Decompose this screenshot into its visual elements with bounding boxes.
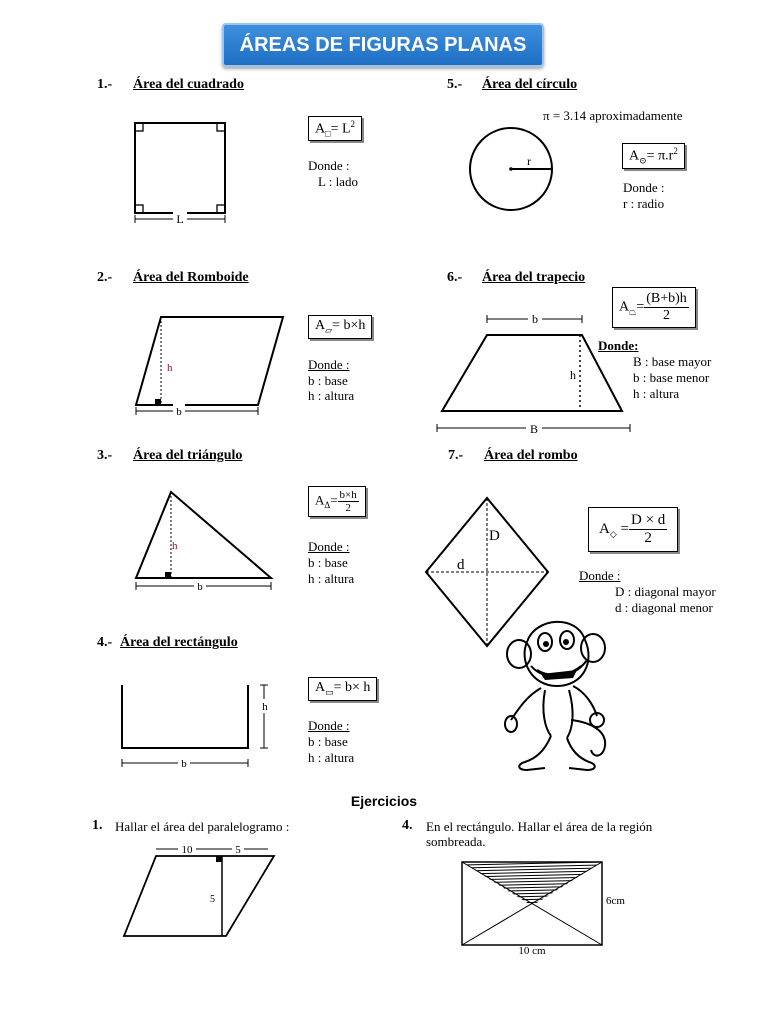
section-title-romboide: Área del Romboide [133, 270, 249, 285]
triangle-figure [125, 480, 280, 595]
legend-item: h : altura [308, 571, 355, 586]
label-L: L [176, 212, 184, 226]
legend-item: r : radio [623, 196, 665, 211]
label-5-side: 5 [210, 894, 215, 905]
legend-item: d : diagonal menor [615, 600, 713, 615]
legend-item: b : base menor [633, 370, 710, 385]
formula-rectangulo: $A_▭= b\times h$ [308, 677, 377, 701]
section-title-cuadrado: Área del cuadrado [133, 77, 244, 92]
section-number: 5.- [447, 77, 463, 92]
legend-item: b : base [308, 373, 348, 388]
pi-note: π = 3.14 aproximadamente [543, 108, 683, 123]
parallelogram-exercise-figure [120, 840, 280, 945]
legend-item: h : altura [633, 386, 680, 401]
donde-label: Donde: [598, 338, 639, 353]
label-10cm: 10 cm [518, 945, 546, 957]
section-number: 2.- [97, 270, 113, 285]
label-B: B [529, 422, 539, 436]
label-b: b [532, 312, 538, 326]
label-h: h [172, 540, 178, 552]
label-h: h [262, 701, 268, 713]
rectangle-figure [112, 675, 277, 775]
label-b: b [181, 758, 187, 770]
legend-item: h : altura [308, 750, 355, 765]
exercises-heading: Ejercicios [350, 793, 418, 809]
section-number: 7.- [448, 448, 464, 463]
label-d: d [457, 557, 465, 573]
label-5-top: 5 [235, 844, 241, 856]
section-number: 1.- [97, 77, 113, 92]
section-title-triangulo: Área del triángulo [133, 448, 243, 463]
legend-item: h : altura [308, 388, 355, 403]
monkey-illustration [497, 612, 612, 774]
legend-item: B : base mayor [633, 354, 712, 369]
formula-trapecio: $A_⏢=$ $\frac{(B+b)h}{2}$ [612, 287, 696, 328]
label-h: h [167, 362, 173, 374]
label-h: h [570, 368, 576, 382]
section-title-rombo: Área del rombo [484, 448, 578, 463]
donde-label: Donde : [308, 718, 350, 733]
square-figure [125, 115, 235, 230]
label-10: 10 [181, 844, 193, 856]
section-number: 6.- [447, 270, 463, 285]
label-6cm: 6cm [606, 895, 625, 907]
circle-figure [465, 125, 565, 220]
formula-cuadrado: $A_□= L^2$ [308, 116, 362, 141]
shaded-rectangle-exercise-figure [458, 855, 638, 965]
legend-item: D : diagonal mayor [615, 584, 716, 599]
exercise-4-line2: sombreada. [426, 834, 486, 849]
legend-item: b : base [308, 555, 348, 570]
exercise-number: 4. [402, 818, 413, 833]
legend-item: b : base [308, 734, 348, 749]
formula-triangulo: $A_\Delta=$ $\frac{b\times h}{2}$ [308, 486, 366, 517]
formula-romboide: $A_▱= b\times h$ [308, 315, 372, 339]
label-b: b [176, 406, 182, 418]
section-number: 3.- [97, 448, 113, 463]
donde-label: Donde : [579, 568, 621, 583]
donde-label: Donde : [308, 357, 350, 372]
section-title-trapecio: Área del trapecio [482, 270, 586, 285]
exercise-1-text: Hallar el área del paralelogramo : [115, 819, 290, 834]
rhomboid-figure [125, 305, 290, 420]
exercise-number: 1. [92, 818, 103, 833]
formula-rombo: $A_◇$ = $\frac{D \times d}{2}$ [588, 507, 678, 552]
donde-label: Donde : [308, 158, 350, 173]
donde-label: Donde : [623, 180, 665, 195]
label-b: b [197, 581, 203, 593]
label-D: D [489, 528, 500, 544]
legend-item: L : lado [318, 174, 358, 189]
label-r: r [527, 154, 531, 168]
page-title-banner: ÁREAS DE FIGURAS PLANAS [222, 23, 544, 67]
section-title-circulo: Área del círculo [482, 77, 578, 92]
trapezoid-figure [432, 305, 637, 440]
formula-circulo: $A_⊙= \pi.r^2$ [622, 143, 685, 169]
donde-label: Donde : [308, 539, 350, 554]
exercise-4-line1: En el rectángulo. Hallar el área de la región [426, 819, 653, 834]
section-number: 4.- [97, 635, 113, 650]
section-title-rectangulo: Área del rectángulo [120, 635, 238, 650]
